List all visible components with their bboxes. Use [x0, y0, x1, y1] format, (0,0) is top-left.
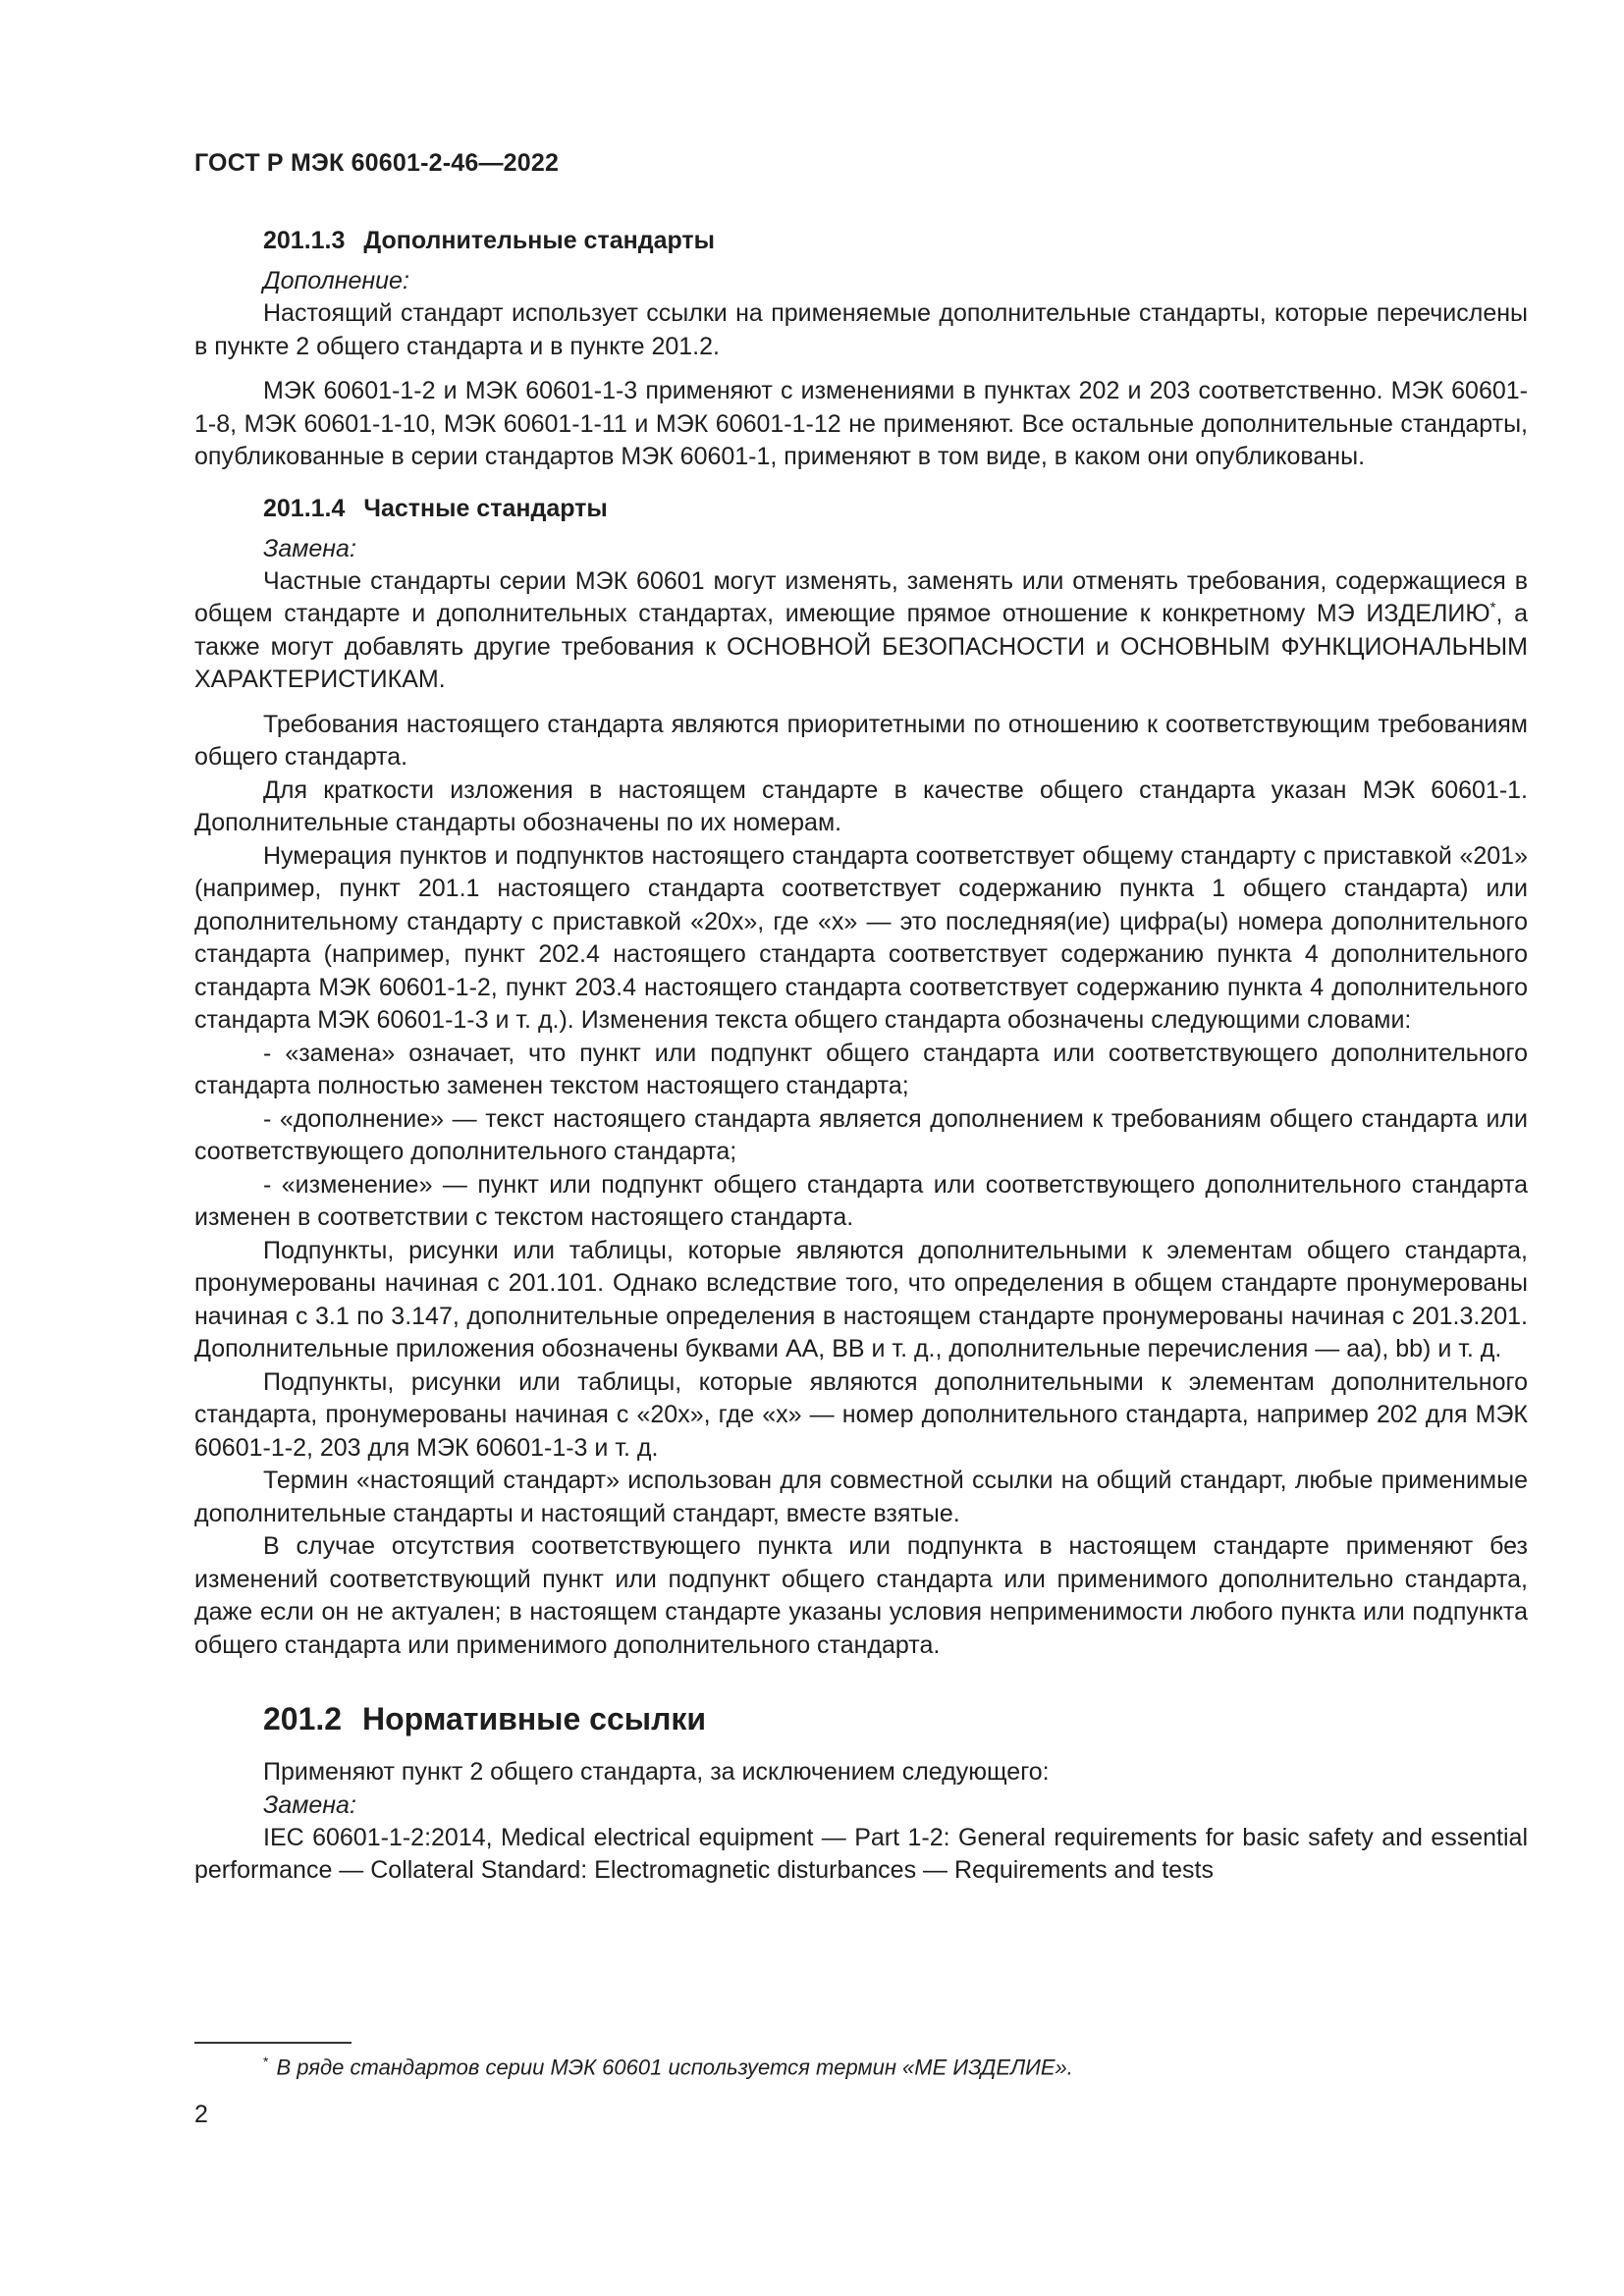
modification-label: Замена:: [263, 1790, 356, 1819]
paragraph: IEC 60601-1-2:2014, Medical electrical equipment — Part 1-2: General requirements for basic safety and essential performance — Collateral Standard: Electromagnetic disturbances — Requirements and tests: [194, 1823, 1528, 1884]
modification-label: Замена:: [263, 534, 356, 562]
footnote-reference[interactable]: *: [1489, 599, 1496, 616]
paragraph: Подпункты, рисунки или таблицы, которые являются дополнительными к элементам дополнительного стандарта, пронумерованы начиная с «20х», где «х» — номер дополнительного стандарта, например 202 для МЭК 60601-1-2, 203 для МЭК 60601-1-3 и т. д.: [194, 1367, 1528, 1462]
footnote-divider: [194, 2042, 352, 2044]
paragraph: Нумерация пунктов и подпунктов настоящего стандарта соответствует общему стандарту с приставкой «201» (например, пункт 201.1 настоящего стандарта соответствует содержанию пункта 1 общего стандарта) или дополнительному стандарту с приставкой «20х», где «х» — это последняя(ие) цифра(ы) номера дополнительного стандарта (например, пункт 202.4 настоящего стандарта соответствует содержанию пункта 4 дополнительного стандарта МЭК 60601-1-2, пункт 203.4 настоящего стандарта соответствует содержанию пункта 4 дополнительного стандарта МЭК 60601-1-3 и т. д.). Изменения текста общего стандарта обозначены следующими словами:: [194, 841, 1528, 1034]
footnote: [263, 2054, 1073, 2080]
document-body: [194, 224, 1528, 1888]
modification-label: Дополнение:: [263, 267, 409, 294]
subsection-number: 201.1.4: [263, 494, 346, 522]
paragraph: [194, 565, 1528, 697]
paragraph: Требования настоящего стандарта являются приоритетными по отношению к соответствующим требованиям общего стандарта.: [194, 710, 1528, 771]
subsection-heading-201-1-4: [263, 492, 1528, 525]
paragraph: Подпункты, рисунки или таблицы, которые являются дополнительными к элементам общего стандарта, пронумерованы начиная с 201.101. Однако вследствие того, что определения в общем стандарте пронумерованы начиная с 3.1 по 3.147, дополнительные определения в настоящем стандарте пронумерованы начиная с 201.3.201. Дополнительные приложения обозначены буквами АА, ВВ и т. д., дополнительные перечисления — аа), bb) и т. д.: [194, 1236, 1528, 1362]
subsection-title: Дополнительные стандарты: [363, 227, 716, 254]
paragraph: Для краткости изложения в настоящем стандарте в качестве общего стандарта указан МЭК 60601-1. Дополнительные стандарты обозначены по их номерам.: [194, 775, 1528, 836]
paragraph-text: , а также могут добавлять другие требования к ОСНОВНОЙ БЕЗОПАСНОСТИ и ОСНОВНЫМ ФУНКЦИОНАЛЬНЫМ ХАРАКТЕРИСТИКАМ.: [194, 600, 1529, 693]
paragraph: Термин «настоящий стандарт» использован для совместной ссылки на общий стандарт, любые применимые дополнительные стандарты и настоящий стандарт, вместе взятые.: [194, 1467, 1528, 1527]
paragraph: Настоящий стандарт использует ссылки на применяемые дополнительные стандарты, которые перечислены в пункте 2 общего стандарта и в пункте 201.2.: [194, 299, 1528, 360]
paragraph-text: Частные стандарты серии МЭК 60601 могут изменять, заменять или отменять требования, содержащиеся в общем стандарте и дополнительных стандартах, имеющие прямое отношение к конкретному МЭ ИЗДЕЛИЮ: [194, 566, 1528, 627]
list-item: - «дополнение» — текст настоящего стандарта является дополнением к требованиям общего стандарта или соответствующего дополнительного стандарта;: [194, 1104, 1528, 1165]
section-number: 201.2: [263, 1701, 343, 1736]
subsection-title: Частные стандарты: [363, 494, 608, 522]
list-item: - «замена» означает, что пункт или подпункт общего стандарта или соответствующего дополнительного стандарта полностью заменен текстом настоящего стандарта;: [194, 1039, 1528, 1099]
list-item: - «изменение» — пункт или подпункт общего стандарта или соответствующего дополнительного стандарта изменен в соответствии с текстом настоящего стандарта.: [194, 1170, 1528, 1231]
document-page: [194, 0, 1528, 2296]
document-header: ГОСТ Р МЭК 60601-2-46—2022: [194, 149, 560, 177]
paragraph: В случае отсутствия соответствующего пункта или подпункта в настоящем стандарте применяют без изменений соответствующий пункт или подпункт общего стандарта или применимого дополнительно стандарта, даже если он не актуален; в настоящем стандарте указаны условия неприменимости любого пункта или подпункта общего стандарта или применимого дополнительного стандарта.: [194, 1532, 1528, 1659]
section-title: Нормативные ссылки: [361, 1701, 707, 1736]
subsection-heading-201-1-3: [263, 224, 1528, 257]
footnote-mark: *: [263, 2054, 269, 2069]
paragraph: Применяют пункт 2 общего стандарта, за исключением следующего:: [263, 1758, 1050, 1786]
page-number: 2: [194, 2101, 208, 2128]
section-heading-201-2: [263, 1699, 1528, 1738]
subsection-number: 201.1.3: [263, 227, 346, 254]
paragraph: МЭК 60601-1-2 и МЭК 60601-1-3 применяют с изменениями в пунктах 202 и 203 соответственно. МЭК 60601-1-8, МЭК 60601-1-10, МЭК 60601-1-11 и МЭК 60601-1-12 не применяют. Все остальные дополнительные стандарты, опубликованные в серии стандартов МЭК 60601-1, применяют в том виде, в каком они опубликованы.: [194, 377, 1528, 470]
footnote-text: В ряде стандартов серии МЭК 60601 используется термин «МЕ ИЗДЕЛИЕ».: [276, 2055, 1073, 2080]
